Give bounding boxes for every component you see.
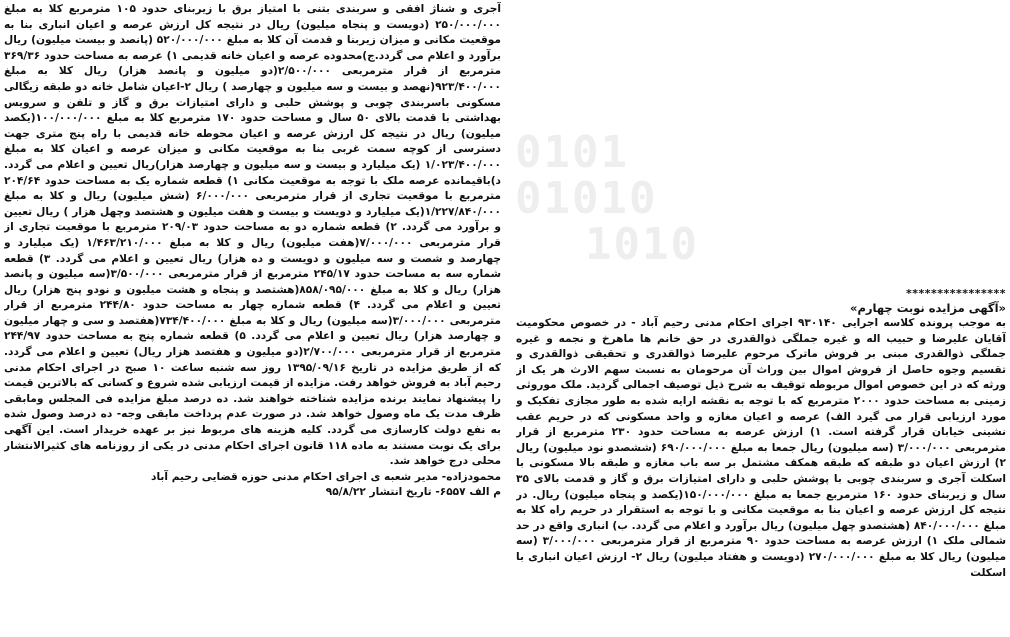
left-column	[4, 2, 501, 632]
watermark-line: 01010	[515, 173, 658, 224]
blank-space	[516, 2, 1006, 288]
reference-line: م الف ۶۵۵۷- تاریخ انتشار ۹۵/۸/۲۲	[325, 486, 501, 499]
watermark-line: 0101	[515, 127, 629, 178]
auction-notice-heading: «آگهی مزایده نوبت چهارم»	[850, 301, 1006, 315]
right-column-body: به موجب پرونده کلاسه اجرایی ۹۳۰۱۴۰ اجرای احکام مدنی رحیم آباد - در خصوص محکومیت آقایان علیرضا و حبیب اله و غیره جملگی ذوالقدری در حق خانم ها ماهرخ و نجمه و غیره جملگی ذوالقدری مبنی بر فروش ماترک مرحوم علیرضا ذوالقدری و تحقیقی ذوالقدری و تقسیم وجوه حاصل از فروش اموال بین وراث آن مرحومان به نسبت سهم الارث هر یک از ورثه که در این خصوص اموال مربوطه توقیف به شرح ذیل توصیف اجمالی گردید. ملک موروثی زمینی به مساحت حدود ۲۰۰۰ مترمربع که با توجه به نقشه ارایه شده به طور مجازی تفکیک و مورد ارزیابی قرار می گیرد الف) عرصه و اعیان مغازه و واحد مسکونی که در حریم عقب نشینی خیابان قرار گرفته است. ۱) ارزش عرصه به مساحت حدود ۲۳۰ مترمربع از قرار مترمربعی ۳/۰۰۰/۰۰۰ (سه میلیون) ریال جمعا به مبلغ ۶۹۰/۰۰۰/۰۰۰ (ششصدو نود میلیون) ریال ۲) ارزش اعیان دو طبقه که طبقه همکف مشتمل بر سه باب مغازه و طبقه بالا مسکونی با اسکلت آجری و سربندی چوبی با پوشش حلبی و دارای امتیازات برق و گاز و قدمت بالای ۳۵ سال و زیربنای حدود ۱۶۰ مترمربع جمعا به مبلغ ۱۵۰/۰۰۰/۰۰۰(یکصد و پنجاه میلیون) ریال. در نتیجه کل ارزش عرصه و اعیان بنا به موقعیت مکانی و با توجه به استقرار در حریم راه کلا به مبلغ ۸۴۰/۰۰۰/۰۰۰ (هشتصدو چهل میلیون) ریال برآورد و اعلام می گردد. ب) انباری واقع در حد شمالی ملک ۱) ارزش عرصه به مساحت حدود ۹۰ مترمربع از قرار مترمربعی ۳/۰۰۰/۰۰۰ (سه میلیون) ریال کلا به مبلغ ۲۷۰/۰۰۰/۰۰۰ (دویست و هفتاد میلیون) ریال ۲- ارزش اعیان انباری با اسکلت	[516, 317, 1006, 579]
left-column-body: آجری و شناژ افقی و سربندی بتنی با امتیاز برق با زیربنای حدود ۱۰۵ مترمربع کلا به مبلغ ۲۵۰/۰۰۰/۰۰۰ (دویست و پنجاه میلیون) ریال در نتیجه کل ارزش عرصه و اعیان انباری بنا به موقعیت مکانی و میزان زیربنا و قدمت آن کلا به مبلغ ۵۲۰/۰۰۰/۰۰۰ (پانصد و بیست میلیون) ریال برآورد و اعلام می گردد.ج)محدوده عرصه و اعیان خانه قدیمی ۱) عرصه به مساحت حدود ۳۶۹/۳۶ مترمربع از قرار مترمربعی ۲/۵۰۰/۰۰۰(دو میلیون و پانصد هزار) ریال کلا به مبلغ ۹۲۳/۴۰۰/۰۰۰(نهصد و بیست و سه میلیون و چهارصد ) ریال ۲-اعیان شامل خانه دو طبقه زیگالی مسکونی باسربندی چوبی و پوشش حلبی و دارای امتیازات برق و گاز و تلفن و سرویس بهداشتی با قدمت بالای ۵۰ سال و مساحت حدود ۱۷۰ مترمربع کلا به مبلغ ۱۰۰/۰۰۰/۰۰۰(یکصد میلیون) ریال در نتیجه کل ارزش عرصه و اعیان محوطه خانه قدیمی با راه پنج متری جهت دسترسی از کوچه سمت غربی بنا به موقعیت مکانی و میزان عرصه و اعیان کلا به مبلغ ۱/۰۲۳/۴۰۰/۰۰۰ (یک میلیارد و بیست و سه میلیون و چهارصد هزار)ریال تعیین و اعلام می گردد. د)باقیمانده عرصه ملک با توجه به موقعیت مکانی ۱) قطعه شماره یک به مساحت حدود ۲۰۴/۶۴ مترمربع با موقعیت تجاری از قرار مترمربعی ۶/۰۰۰/۰۰۰ (شش میلیون) ریال و کلا به مبلغ ۱/۲۲۷/۸۴۰/۰۰۰(یک میلیارد و دویست و بیست و هفت میلیون و هشتصد وچهل هزار ) ریال تعیین و برآورد می گردد. ۲) قطعه شماره دو به مساحت حدود ۲۰۹/۰۳ مترمربع با موقعیت تجاری از قرار مترمربعی ۷/۰۰۰/۰۰۰(هفت میلیون) ریال و کلا به مبلغ ۱/۴۶۳/۲۱۰/۰۰۰ (یک میلیارد و چهارصد و شصت و سه میلیون و دویست و ده هزار) ریال تعیین و اعلام می گردد. ۳) قطعه شماره سه به مساحت حدود ۲۴۵/۱۷ مترمربع از قرار مترمربعی ۳/۵۰۰/۰۰۰(سه میلیون و پانصد هزار) ریال و کلا به مبلغ ۸۵۸/۰۹۵/۰۰۰(هشتصد و پنجاه و هشت میلیون و نودو پنج هزار) ریال تعیین و اعلام می گردد. ۴) قطعه شماره چهار به مساحت حدود ۲۴۴/۸۰ مترمربع از قرار مترمربعی ۳/۰۰۰/۰۰۰(سه میلیون) ریال و کلا به مبلغ ۷۳۴/۴۰۰/۰۰۰(هفتصد و سی و چهار میلیون و چهارصد هزار) ریال تعیین و اعلام می گردد. ۵) قطعه شماره پنج به مساحت حدود ۲۴۴/۹۷ مترمربع از قرار مترمربعی ۲/۷۰۰/۰۰۰(دو میلیون و هفتصد هزار ریال) تعیین و اعلام می گردد. که از طریق مزایده در تاریخ ۱۳۹۵/۰۹/۱۶ روز سه شنبه ساعت ۱۰ صبح در اجرای احکام مدنی رحیم آباد به فروش خواهد رفت. مزایده از قیمت ارزیابی شده شروع و کسانی که بالاترین قیمت را پیشنهاد نمایند برنده مزایده شناخته خواهند شد. ده درصد مبلغ مزایده فی المجلس ومابقی ظرف مدت یک ماه وصول خواهد شد. در صورت عدم پرداخت مابقی وجه- ده درصد وصول شده به نفع دولت کارسازی می گردد. کلیه هزینه های مربوط نیز بر عهده خریدار است. این آگهی برای یک نوبت مستند به ماده ۱۱۸ قانون اجرای احکام مدنی در یکی از روزنامه های کثیرالانتشار محلی درج خواهد شد.	[4, 3, 501, 468]
watermark-line: 1010	[585, 219, 699, 270]
separator-stars: ****************	[905, 287, 1006, 300]
signature-line: محمودزاده- مدیر شعبه ی اجرای احکام مدنی حوزه قضایی رحیم آباد	[151, 470, 501, 483]
right-column	[516, 2, 1006, 635]
